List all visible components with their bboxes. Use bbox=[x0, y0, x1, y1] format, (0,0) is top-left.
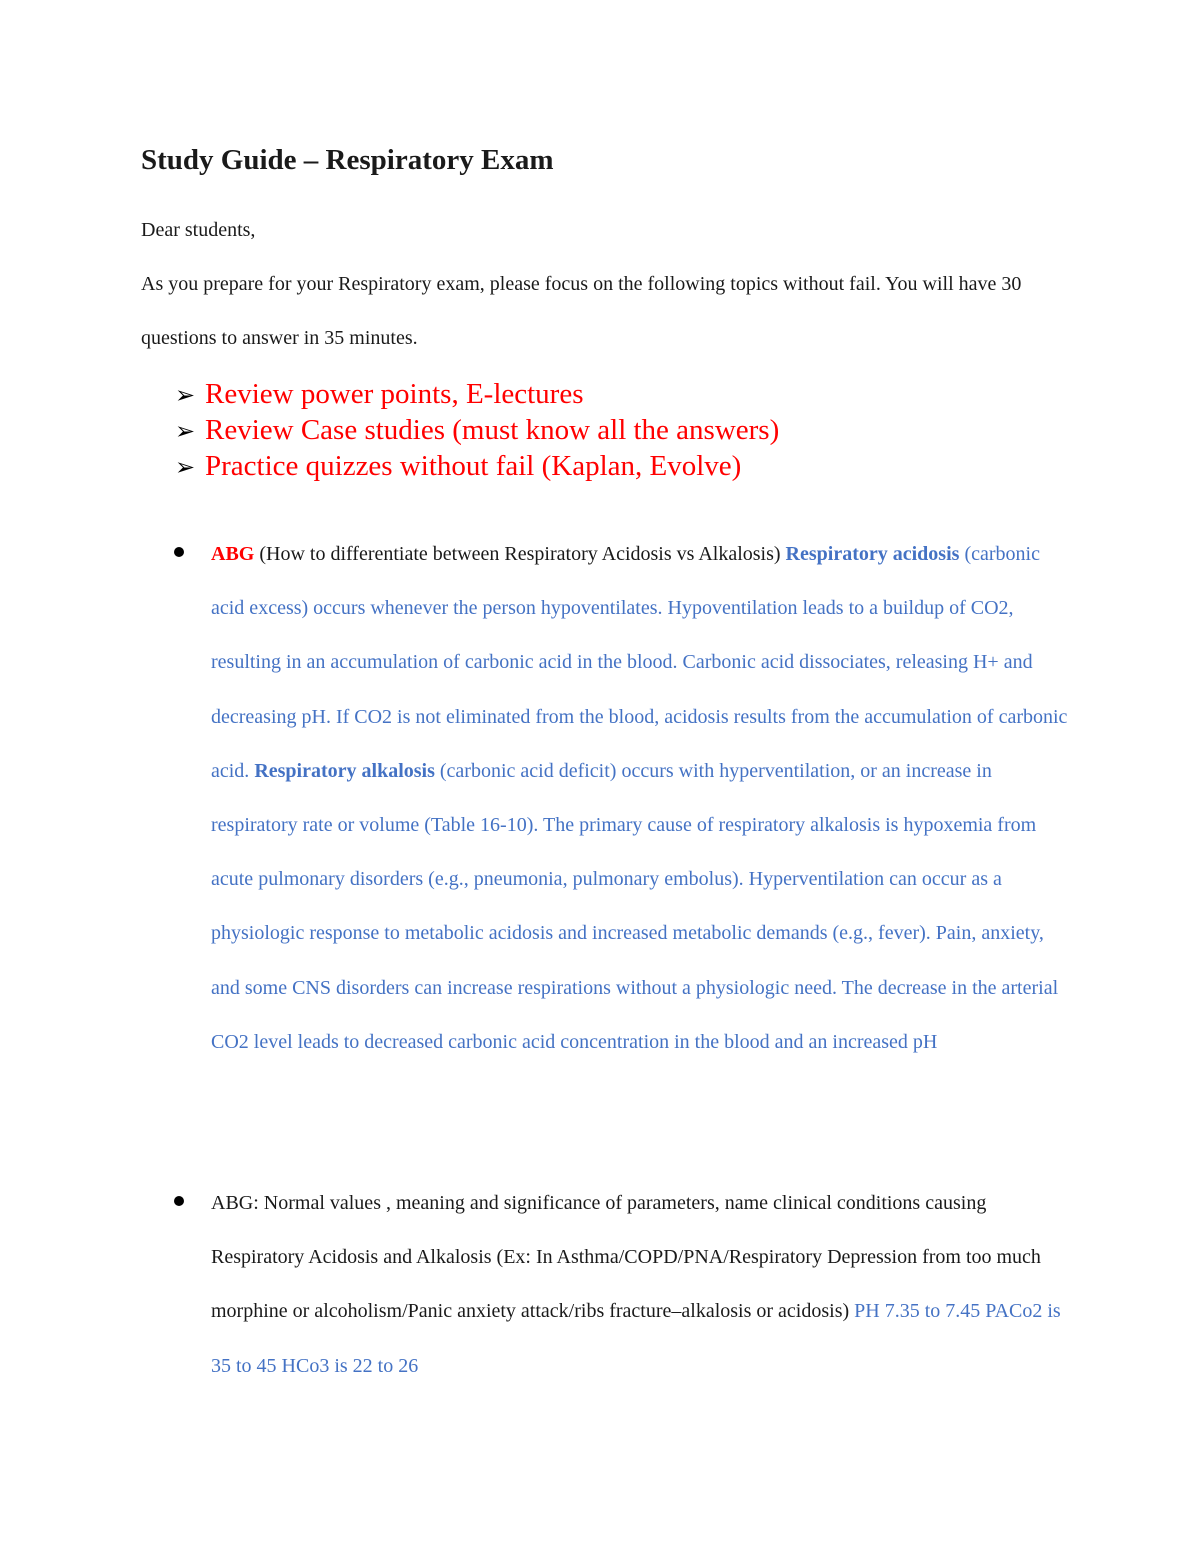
document-title: Study Guide – Respiratory Exam bbox=[141, 144, 554, 176]
abg-normal-values-item bbox=[211, 1176, 1071, 1393]
abg-acidosis-alkalosis-item bbox=[211, 527, 1071, 1069]
arrow-bullet-icon: ➢ bbox=[175, 417, 196, 445]
respiratory-alkalosis-term: Respiratory alkalosis bbox=[254, 759, 435, 782]
abg-normal-values-ranges: PH 7.35 to 7.45 PACo2 is 35 to 45 HCo3 is 22 to 26 bbox=[211, 1300, 1061, 1377]
abg-question: (How to differentiate between Respiratory Acidosis vs Alkalosis) bbox=[254, 543, 786, 565]
bullet-dot-icon bbox=[174, 547, 184, 557]
focus-topic-label: Practice quizzes without fail (Kaplan, Evolve) bbox=[205, 450, 742, 482]
arrow-bullet-icon: ➢ bbox=[175, 381, 196, 409]
greeting-text: Dear students, bbox=[141, 219, 256, 241]
respiratory-alkalosis-text: (carbonic acid deficit) occurs with hyperventilation, or an increase in respiratory rate or volume (Table 16-10). The primary cause of respiratory alkalosis is hypoxemia from acute pulmonary disorders (e.g., pneumonia, pulmonary embolus). Hyperventilation can occur as a physiologic response to metabolic acidosis and increased metabolic demands (e.g., fever). Pain, anxiety, and some CNS disorders can increase respirations without a physiologic need. The decrease in the arterial CO2 level leads to decreased carbonic acid concentration in the blood and an increased pH bbox=[211, 759, 1059, 1053]
intro-paragraph: As you prepare for your Respiratory exam, please focus on the following topics without fail. You will have 30 questions to answer in 35 minutes. bbox=[141, 273, 1022, 349]
focus-topic-label: Review power points, E-lectures bbox=[205, 378, 584, 410]
focus-topic-item bbox=[175, 412, 1075, 448]
focus-topics-list bbox=[175, 376, 1075, 484]
focus-topic-item bbox=[175, 448, 1075, 484]
focus-topic-label: Review Case studies (must know all the answers) bbox=[205, 414, 780, 446]
arrow-bullet-icon: ➢ bbox=[175, 453, 196, 481]
respiratory-acidosis-term: Respiratory acidosis bbox=[785, 543, 960, 565]
abg-label: ABG bbox=[211, 543, 255, 565]
respiratory-acidosis-text: (carbonic acid excess) occurs whenever the person hypoventilates. Hypoventilation leads to a buildup of CO2, resulting in an accumulation of carbonic acid in the blood. Carbonic acid dissociates, releasing H+ and decreasing pH. If CO2 is not eliminated from the blood, acidosis results from the accumulation of carbonic acid. bbox=[211, 543, 1068, 782]
abg-normal-values-text: ABG: Normal values , meaning and significance of parameters, name clinical conditions causing Respiratory Acidosis and Alkalosis (Ex: In Asthma/COPD/PNA/Respiratory Depression from too much morphine or alcoholism/Panic anxiety attack/ribs fracture–alkalosis or acidosis) bbox=[211, 1192, 1041, 1323]
focus-topic-item bbox=[175, 376, 1075, 412]
bullet-dot-icon bbox=[174, 1196, 184, 1206]
